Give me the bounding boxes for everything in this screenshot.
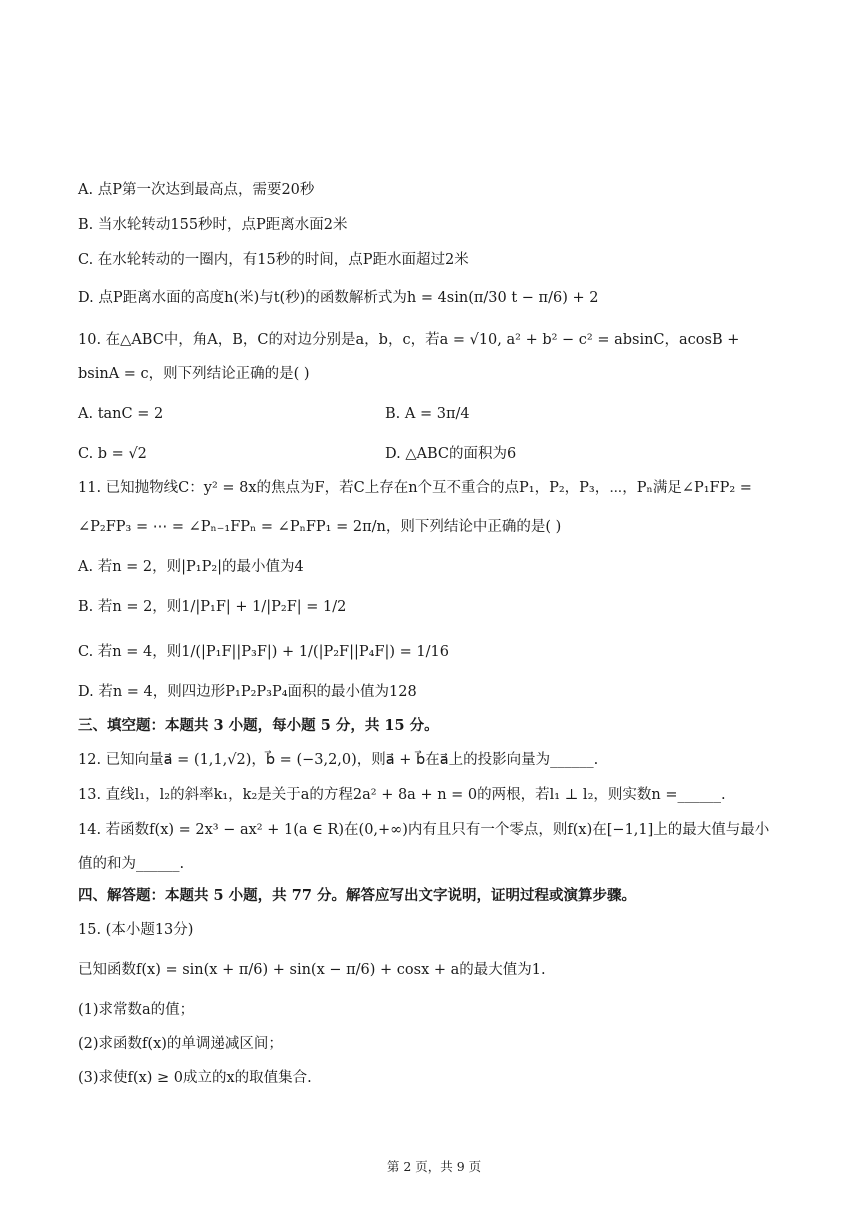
q11-option-c: C. 若n = 4，则1/(|P₁F||P₃F|) + 1/(|P₂F||P₄F|) = 1/16 xyxy=(78,644,449,660)
q10-option-b: B. A = 3π/4 xyxy=(385,406,470,422)
section-answer-heading: 四、解答题：本题共 5 小题，共 77 分。解答应写出文字说明，证明过程或演算步骤。 xyxy=(78,887,636,904)
q10-stem-line1: 10. 在△ABC中，角A，B，C的对边分别是a，b，c，若a = √10, a² + b² − c² = absinC，acosB + xyxy=(78,332,740,348)
q10-stem-line2: bsinA = c，则下列结论正确的是( ) xyxy=(78,366,310,382)
q14-stem-line2: 值的和为______. xyxy=(78,856,185,872)
q13-stem: 13. 直线l₁，l₂的斜率k₁，k₂是关于a的方程2a² + 8a + n = 0的两根，若l₁ ⊥ l₂，则实数n =______. xyxy=(78,787,726,803)
q15-header: 15. (本小题13分) xyxy=(78,922,194,938)
q15-part-3: (3)求使f(x) ≥ 0成立的x的取值集合. xyxy=(78,1070,312,1086)
q11-stem-line2: ∠P₂FP₃ = ⋯ = ∠Pₙ₋₁FPₙ = ∠PₙFP₁ = 2π/n，则下列结论中正确的是( ) xyxy=(78,519,562,535)
q11-option-d: D. 若n = 4，则四边形P₁P₂P₃P₄面积的最小值为128 xyxy=(78,684,417,700)
q15-part-2: (2)求函数f(x)的单调递减区间； xyxy=(78,1036,283,1052)
q11-option-a: A. 若n = 2，则|P₁P₂|的最小值为4 xyxy=(78,559,304,575)
q14-stem-line1: 14. 若函数f(x) = 2x³ − ax² + 1(a ∈ R)在(0,+∞)内有且只有一个零点，则f(x)在[−1,1]上的最大值与最小 xyxy=(78,822,770,838)
q15-stem: 已知函数f(x) = sin(x + π/6) + sin(x − π/6) + cosx + a的最大值为1. xyxy=(78,962,546,978)
q11-option-b: B. 若n = 2，则1/|P₁F| + 1/|P₂F| = 1/2 xyxy=(78,599,347,615)
page-footer: 第 2 页，共 9 页 xyxy=(386,1159,482,1174)
q10-option-a: A. tanC = 2 xyxy=(78,406,164,422)
q9-option-d: D. 点P距离水面的高度h(米)与t(秒)的函数解析式为h = 4sin(π/30 t − π/6) + 2 xyxy=(78,290,599,306)
q10-option-c: C. b = √2 xyxy=(78,446,147,462)
q9-option-a: A. 点P第一次达到最高点，需要20秒 xyxy=(78,182,315,198)
q12-stem: 12. 已知向量a⃗ = (1,1,√2)，b⃗ = (−3,2,0)，则a⃗ + b⃗在a⃗上的投影向量为______. xyxy=(78,752,599,768)
section-fill-in-heading: 三、填空题：本题共 3 小题，每小题 5 分，共 15 分。 xyxy=(78,717,439,734)
q15-part-1: (1)求常数a的值； xyxy=(78,1002,195,1018)
q11-stem-line1: 11. 已知抛物线C：y² = 8x的焦点为F，若C上存在n个互不重合的点P₁，P₂，P₃，⋯，Pₙ满足∠P₁FP₂ = xyxy=(78,480,752,496)
q9-option-b: B. 当水轮转动155秒时，点P距离水面2米 xyxy=(78,217,348,233)
q10-option-d: D. △ABC的面积为6 xyxy=(385,446,517,462)
q9-option-c: C. 在水轮转动的一圈内，有15秒的时间，点P距水面超过2米 xyxy=(78,252,469,268)
